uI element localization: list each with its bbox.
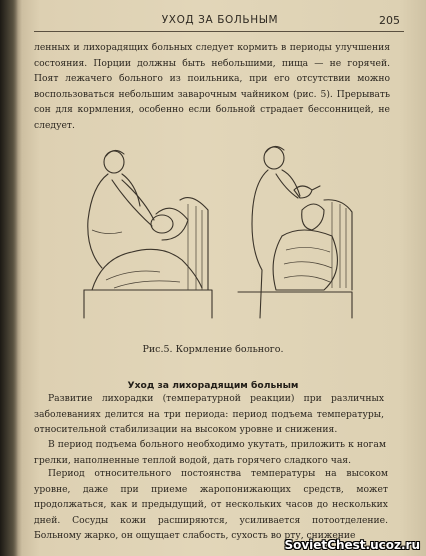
section-heading: Уход за лихорадящим больным	[127, 380, 299, 391]
header-rule	[34, 31, 404, 32]
watermark-text: SovietChest.ucoz.ru	[284, 538, 420, 552]
left-scene-caregiver-feeding-patient	[84, 150, 212, 318]
page-number: 205	[379, 14, 400, 27]
page-header	[34, 14, 414, 32]
section-paragraph-1: Развитие лихорадки (температурной реакции) при различных заболеваниях делится на три периода: период подъема температуры, относительной стабилизации на высоком уровне и снижения.	[34, 393, 384, 436]
feeding-illustration	[62, 140, 364, 322]
running-title: УХОД ЗА БОЛЬНЫМ	[161, 14, 279, 26]
body-paragraph-1: ленных и лихорадящих больных следует кормить в периоды улучшения состояния. Порции должны быть небольшими, пища — не горячей. Поят лежачего больного из поильника, при его отсутствии можно воспользоваться небольшим заварочным чайником (рис. 5). Прерывать сон для кормления, особенно если больной страдает бессонницей, не следует.	[34, 42, 390, 131]
figure-caption: Рис.5. Кормление больного.	[142, 344, 284, 355]
book-gutter-shadow	[0, 0, 18, 556]
section-paragraph-2: В период подъема больного необходимо укутать, приложить к ногам грелки, наполненные теплой водой, дать горячего сладкого чая.	[34, 439, 386, 466]
right-scene-caregiver-with-teapot	[238, 146, 352, 318]
section-paragraph-3: Период относительного постоянства температуры на высоком уровне, даже при приеме жаропонижающих средств, может продолжаться, как и предыдущий, от нескольких часов до нескольких дней. Сосуды кожи расширяются, усиливается потоотделение. Больному жарко, он ощущает слабость, сухость во рту, снижение	[34, 468, 388, 542]
